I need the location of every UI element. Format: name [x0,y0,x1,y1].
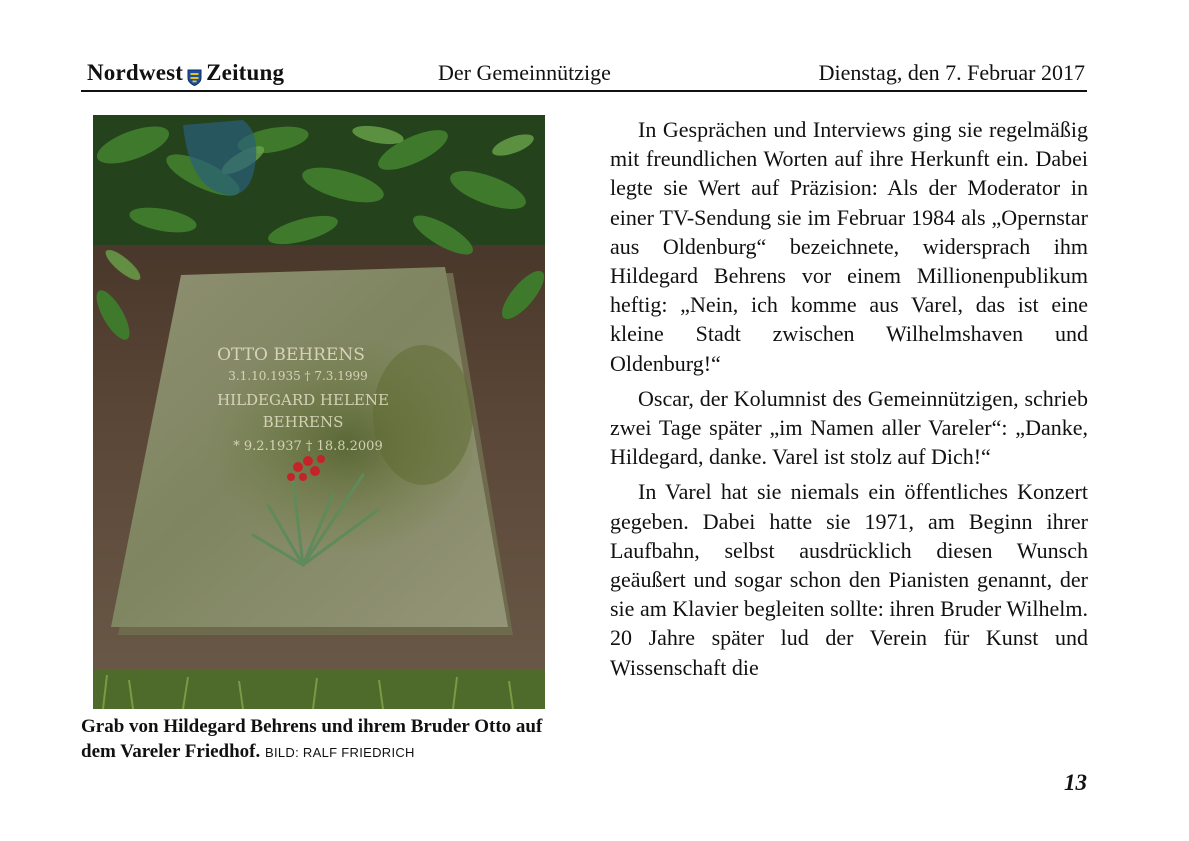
page-header [81,56,1087,92]
engraving-line-4: BEHRENS [262,413,344,431]
brand-name-left: Nordwest [87,60,184,85]
caption-text: Grab von Hildegard Behrens und ihrem Bruder Otto auf dem Vareler Friedhof. [81,716,543,762]
engraving-line-2: 3.1.10.1935 † 7.3.1999 [228,369,368,383]
article-column [610,115,1088,688]
grave-photo [93,115,545,709]
brand-name-right: Zeitung [206,60,285,85]
photo-caption [81,714,571,765]
photo-credit: BILD: RALF FRIEDRICH [265,745,415,760]
newspaper-brand [87,60,284,86]
section-title: Der Gemeinnützige [438,60,611,85]
page-number: 13 [1064,770,1087,795]
paragraph-1: In Gesprächen und Interviews ging sie regelmäßig mit freundlichen Worten auf ihre Herkunft ein. Dabei legte sie Wert auf Präzision: Als der Moderator in einer TV-Sendung sie im Februar 1984 als „Opernstar aus Oldenburg“ bezeichnete, widersprach ihm Hildegard Behrens vor einem Millionenpublikum heftig: „Nein, ich komme aus Varel, das ist eine kleine Stadt zwischen Wilhelmshaven und Oldenburg!“ [610,117,1088,376]
engraving-line-1: OTTO BEHRENS [217,345,365,365]
paragraph-2: Oscar, der Kolumnist des Gemeinnützigen, schrieb zwei Tage später „im Namen aller Vareler“: „Danke, Hildegard, danke. Varel ist stolz auf Dich!“ [610,385,1088,470]
crest-icon [187,66,202,83]
paragraph-3: In Varel hat sie niemals ein öffentliches Konzert gegeben. Dabei hatte sie 1971, am Beginn ihrer Laufbahn, selbst ausdrücklich diesen Wunsch geäußert und sogar schon den Pianisten genannt, der sie am Klavier begleiten sollte: ihren Bruder Wilhelm. 20 Jahre später lud der Verein für Kunst und Wissenschaft die [610,479,1088,680]
engraving-line-5: * 9.2.1937 † 18.8.2009 [233,439,383,454]
engraving-line-3: HILDEGARD HELENE [217,391,389,409]
issue-date: Dienstag, den 7. Februar 2017 [818,60,1085,85]
